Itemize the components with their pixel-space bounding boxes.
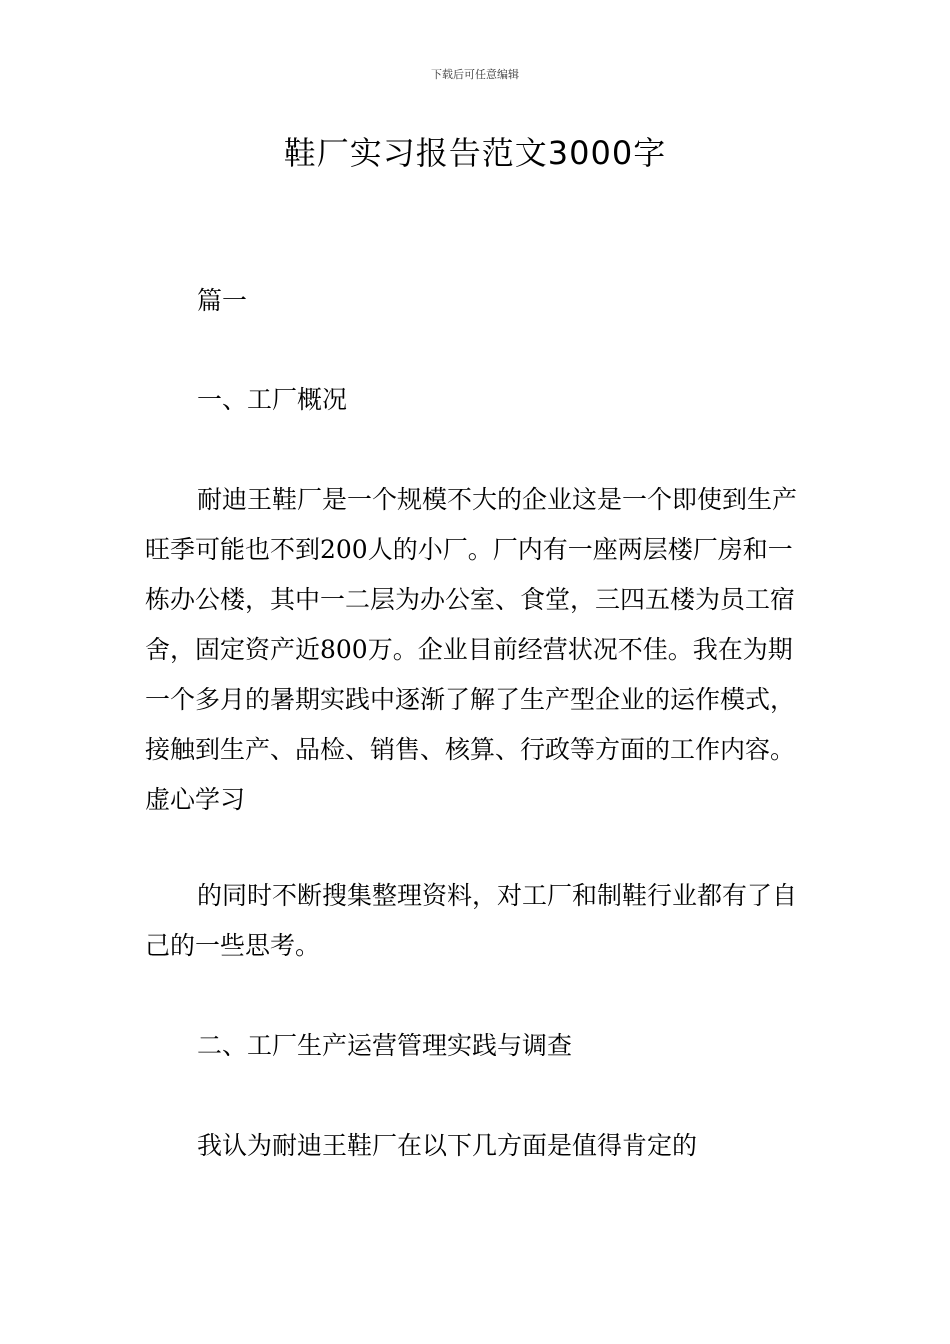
section-heading-2: 二、工厂生产运营管理实践与调查 bbox=[197, 1031, 573, 1060]
section-heading-1: 一、工厂概况 bbox=[197, 385, 348, 414]
body-paragraph-3: 我认为耐迪王鞋厂在以下几方面是值得肯定的 bbox=[197, 1131, 698, 1160]
part-label: 篇一 bbox=[197, 286, 248, 315]
body-paragraph-2: 的同时不断搜集整理资料，对工厂和制鞋行业都有了自己的一些思考。 bbox=[145, 881, 798, 960]
document-title: 鞋厂实习报告范文3000字 bbox=[283, 134, 667, 172]
body-paragraph-1: 耐迪王鞋厂是一个规模不大的企业这是一个即使到生产旺季可能也不到200人的小厂。厂内有一座两层楼厂房和一栋办公楼，其中一二层为办公室、食堂，三四五楼为员工宿舍，固定资产近800万。企业目前经营状况不佳。我在为期一个多月的暑期实践中逐渐了解了生产型企业的运作模式，接触到生产、品检、销售、核算、行政等方面的工作内容。虚心学习 bbox=[145, 485, 798, 814]
header-note: 下载后可任意编辑 bbox=[431, 68, 519, 81]
